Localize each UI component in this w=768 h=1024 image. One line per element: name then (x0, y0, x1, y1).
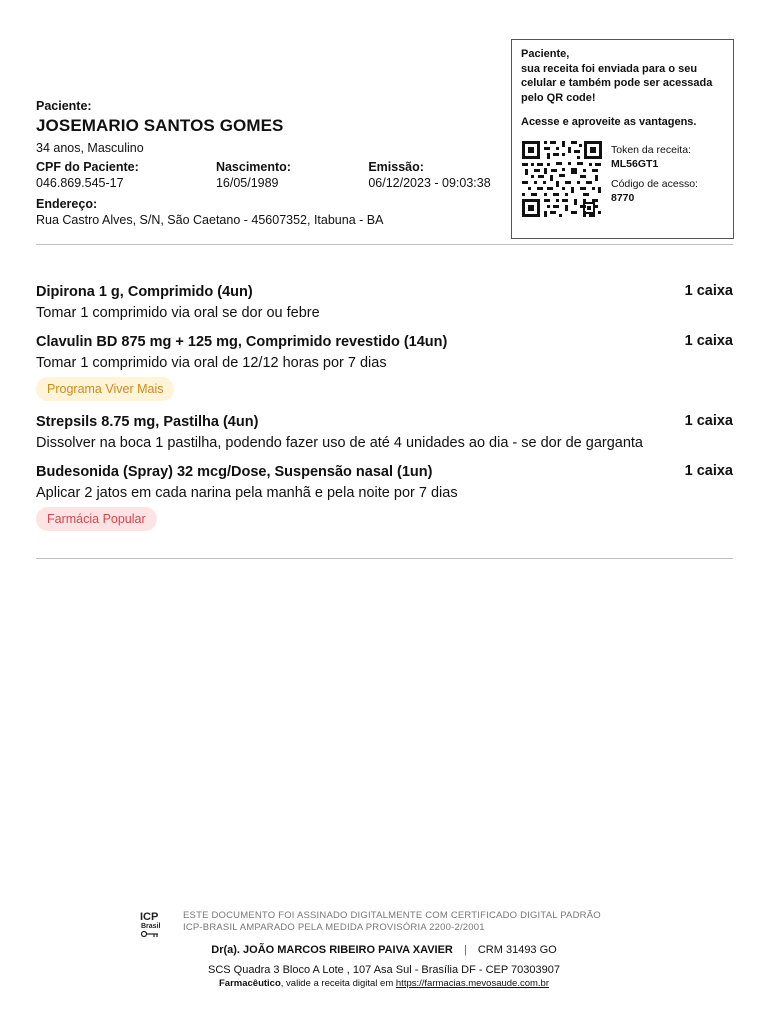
qr-row (521, 140, 724, 218)
token-value: ML56GT1 (611, 157, 659, 170)
birth-label: Nascimento: (215, 160, 291, 174)
medication-directions: Aplicar 2 jatos em cada narina pela manhã e pela noite por 7 dias (36, 485, 458, 501)
birth-value: 16/05/1989 (215, 176, 279, 190)
patient-name: JOSEMARIO SANTOS GOMES (36, 116, 284, 135)
address-block (36, 197, 506, 227)
program-badge[interactable]: Farmácia Popular (36, 507, 157, 531)
issue-label: Emissão: (368, 160, 424, 174)
patient-age-sex: 34 anos, Masculino (36, 141, 144, 155)
medication-quantity: 1 caixa (684, 463, 733, 479)
token-block (611, 144, 698, 218)
validation-link[interactable]: https://farmacias.mevosaude.com.br (395, 978, 550, 989)
patient-details-row (36, 160, 506, 190)
header-divider (36, 244, 733, 245)
medication-name: Dipirona 1 g, Comprimido (4un) (36, 284, 253, 300)
program-badge[interactable]: Programa Viver Mais (36, 377, 174, 401)
token-label: Token da receita: (611, 143, 691, 156)
doctor-line (0, 944, 768, 956)
access-code-label: Código de acesso: (611, 177, 698, 190)
issue-value: 06/12/2023 - 09:03:38 (368, 176, 491, 190)
qr-message-body: sua receita foi enviada para o seu celular e também pode ser acessada pelo QR code! (521, 62, 713, 104)
patient-info (36, 99, 506, 227)
medication-quantity: 1 caixa (684, 283, 733, 299)
qr-message (521, 47, 724, 105)
medication-quantity: 1 caixa (684, 413, 733, 429)
medication-directions: Dissolver na boca 1 pastilha, podendo fazer uso de até 4 unidades ao dia - se dor de garganta (36, 435, 643, 451)
access-code-value: 8770 (611, 191, 635, 204)
items-divider (36, 558, 733, 559)
qr-code[interactable] (521, 140, 603, 218)
prescription-item (36, 284, 733, 321)
prescription-item (36, 464, 733, 531)
issue-block (368, 160, 506, 190)
qr-message-advantages: Acesse e aproveite as vantagens. (521, 116, 697, 129)
svg-text:Brasil: Brasil (141, 923, 161, 930)
qr-message-greeting: Paciente, (521, 48, 570, 60)
cpf-value: 046.869.545-17 (36, 176, 124, 190)
patient-label: Paciente: (36, 99, 92, 113)
cert-line-2: ICP-BRASIL AMPARADO PELA MEDIDA PROVISÓRIA 2200-2/2001 (183, 921, 485, 933)
medication-directions: Tomar 1 comprimido via oral de 12/12 horas por 7 dias (36, 355, 387, 371)
address-value: Rua Castro Alves, S/N, São Caetano - 45607352, Itabuna - BA (36, 213, 384, 227)
svg-text:ICP: ICP (140, 911, 159, 923)
birth-block (216, 160, 368, 190)
doctor-crm: CRM 31493 GO (477, 944, 557, 956)
cpf-label: CPF do Paciente: (36, 160, 139, 174)
doctor-name: Dr(a). JOÃO MARCOS RIBEIRO PAIVA XAVIER (211, 944, 453, 956)
medication-directions: Tomar 1 comprimido via oral se dor ou febre (36, 305, 320, 321)
medication-quantity: 1 caixa (684, 333, 733, 349)
prescription-item (36, 334, 733, 401)
medication-name: Strepsils 8.75 mg, Pastilha (4un) (36, 414, 259, 430)
medication-name: Clavulin BD 875 mg + 125 mg, Comprimido revestido (14un) (36, 334, 448, 350)
prescription-list (36, 284, 733, 544)
icp-brasil-logo-icon (138, 909, 168, 939)
doctor-separator: | (463, 944, 467, 956)
address-label: Endereço: (36, 197, 98, 211)
certificate-notice (183, 910, 601, 933)
qr-panel (511, 39, 734, 239)
prescription-item (36, 414, 733, 451)
cert-line-1: ESTE DOCUMENTO FOI ASSINADO DIGITALMENTE COM CERTIFICADO DIGITAL PADRÃO (183, 910, 601, 921)
cpf-block (36, 160, 216, 190)
pharmacist-text: , valide a receita digital em (280, 978, 396, 989)
pharmacist-note (0, 978, 768, 989)
pharmacist-bold: Farmacêutico (218, 978, 281, 989)
medication-name: Budesonida (Spray) 32 mcg/Dose, Suspensão nasal (1un) (36, 464, 433, 480)
clinic-address: SCS Quadra 3 Bloco A Lote , 107 Asa Sul - Brasília DF - CEP 70303907 (208, 964, 560, 976)
